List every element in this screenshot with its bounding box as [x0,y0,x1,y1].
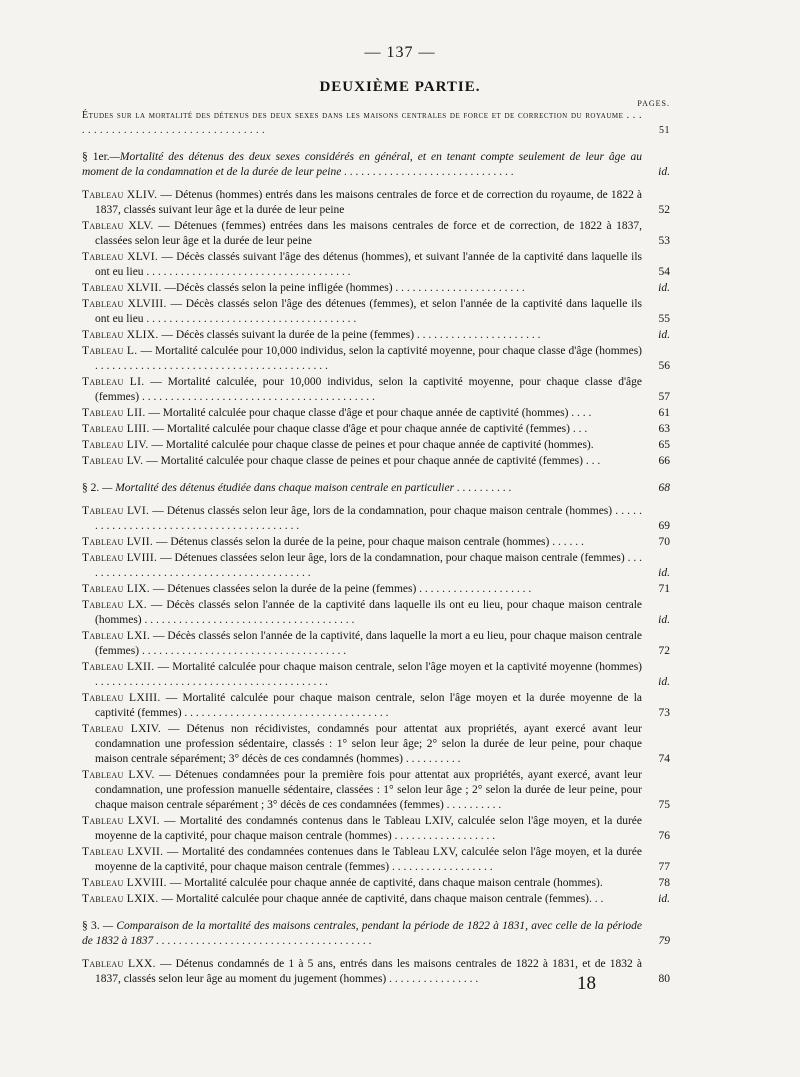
tableau-description: — Détenus (hommes) entrés dans les maisons centrales de force et de correction du royaume, de 1822 à 1837, classés suivant leur âge et la durée de leur peine [95,189,642,216]
toc-entry [82,845,670,875]
section-2-entries [82,504,670,907]
tableau-page: 72 [658,645,670,657]
tableau-page: 57 [658,391,670,403]
tableau-label: Tableau XLIX. [82,329,159,341]
tableau-page: id. [658,329,670,341]
tableau-page: 76 [658,830,670,842]
tableau-description: — Mortalité calculée pour chaque maison centrale, selon l'âge moyen et la captivité moyenne (hommes) . . . . . . . . . . . . . . . . . . . . . . . . . . . . . . . . . . . . . . . . . [95,661,643,688]
part-title: DEUXIÈME PARTIE. [319,79,481,95]
section-2-text: — Mortalité des détenus étudiée dans chaque maison centrale en particulier . . . . . . . . . . [102,482,512,494]
tableau-label: Tableau LIV. [82,439,149,451]
toc-entry [82,219,670,249]
toc-entry [82,406,670,421]
tableau-description: — Mortalité calculée pour chaque classe d'âge et pour chaque année de captivité (hommes) . . . . [148,407,592,419]
toc-entry [82,660,670,690]
toc-entry [82,691,670,721]
tableau-label: Tableau LII. [82,407,146,419]
tableau-label: Tableau LVIII. [82,552,158,564]
tableau-description: — Mortalité des condamnés contenus dans le Tableau LXIV, calculée selon l'âge moyen, et la durée moyenne de la captivité, pour chaque maison centrale (hommes) . . . . . . . . . . . . . . . . . . [95,815,642,842]
toc-entry [82,422,670,437]
tableau-description: — Détenues classées selon leur âge, lors de la condamnation, pour chaque maison centrale (femmes) . . . . . . . . . . . . . . . . . . . . . . . . . . . . . . . . . . . . . . . . . [95,552,642,579]
tableau-description: — Mortalité calculée pour chaque année de captivité, dans chaque maison centrale (hommes). [169,877,603,889]
tableau-page: id. [658,614,670,626]
tableau-page: 77 [658,861,670,873]
tableau-description: — Mortalité calculée pour chaque année de captivité, dans chaque maison centrale (femmes). . . [161,893,604,905]
tableau-description: — Décès classés suivant l'âge des détenus (hommes), et suivant l'année de la captivité dans laquelle ils ont eu lieu . . . . . . . . . . . . . . . . . . . . . . . . . . . . . . . . . . . . [95,251,643,278]
tableau-page: id. [658,567,670,579]
toc-entry [82,535,670,550]
tableau-description: — Détenus classés selon la durée de la peine, pour chaque maison centrale (hommes) . . . . . . [155,536,584,548]
pages-column-label: PAGES. [637,99,670,108]
section-1-page: id. [658,166,670,178]
tableau-description: — Détenues (femmes) entrées dans les maisons centrales de force et de correction, de 1822 à 1837, classées selon leur âge et la durée de leur peine [95,220,642,247]
tableau-page: 56 [658,360,670,372]
tableau-page: 80 [658,973,670,985]
tableau-label: Tableau LIX. [82,583,150,595]
tableau-description: — Mortalité calculée pour chaque maison centrale, selon l'âge moyen et la durée moyenne de la captivité (femmes) . . . . . . . . . . . . . . . . . . . . . . . . . . . . . . . . . . . . [95,692,643,719]
section-3-heading [82,919,670,949]
section-1-heading [82,150,670,180]
tableau-description: — Décès classés selon l'année de la captivité, dans laquelle la mort a eu lieu, pour chaque maison centrale (femmes) . . . . . . . . . . . . . . . . . . . . . . . . . . . . . . . . . . . . [95,630,643,657]
tableau-description: — Décès classés selon l'âge des détenues (femmes), et selon l'année de la captivité dans laquelle ils ont eu lieu . . . . . . . . . . . . . . . . . . . . . . . . . . . . . . . . . . . . . [95,298,643,325]
tableau-description: — Détenus non récidivistes, condamnés pour attentat aux propriétés, ayant exercé avant leur condamnation une profession sédentaire, classés : 1° selon leur âge; 2° selon la durée de leur peine, pour chaque maison centrale séparément; 3° décès de ces condamnés (hommes) . . . . . . . . . . [95,723,643,765]
toc-entry [82,551,670,581]
tableau-label: Tableau LXIV. [82,723,162,735]
toc-entry [82,344,670,374]
toc-entry [82,454,670,469]
tableau-label: Tableau XLVII. [82,282,162,294]
tableau-page: 63 [658,423,670,435]
tableau-page: 54 [658,266,670,278]
tableau-description: — Mortalité des condamnées contenues dans le Tableau LXV, calculée selon l'âge moyen, et la durée moyenne de la captivité, pour chaque maison centrale (femmes) . . . . . . . . . . . . . . . . . . [95,846,642,873]
tableau-label: Tableau LXV. [82,769,155,781]
toc-entry [82,598,670,628]
tableau-label: Tableau XLV. [82,220,154,232]
tableau-page: 53 [658,235,670,247]
tableau-page: 55 [658,313,670,325]
tableau-page: 70 [658,536,670,548]
tableau-label: Tableau XLVIII. [82,298,167,310]
toc-entry [82,250,670,280]
tableau-label: Tableau LXIX. [82,893,159,905]
tableau-page: 73 [658,707,670,719]
page-number: — 137 — [364,44,436,61]
toc-entry [82,814,670,844]
toc-entry [82,722,670,767]
tableau-label: Tableau LX. [82,599,147,611]
tableau-page: 65 [658,439,670,451]
tableau-page: id. [658,893,670,905]
tableau-label: Tableau LVII. [82,536,154,548]
intro-page: 51 [659,125,670,136]
tableau-page: 78 [658,877,670,889]
sheet-number: 18 [577,973,596,994]
intro-text: Études sur la mortalité des détenus des deux sexes dans les maisons centrales de force et de correction du royaume . . . . . . . . . . . . . . . . . . . . . . . . . . . . . . . . . . [82,110,642,136]
tableau-page: 61 [658,407,670,419]
section-1-entries [82,188,670,469]
toc-entry [82,876,670,891]
toc-entry [82,328,670,343]
tableau-label: Tableau XLIV. [82,189,158,201]
tableau-label: Tableau XLVI. [82,251,159,263]
tableau-label: Tableau LXVIII. [82,877,167,889]
tableau-label: Tableau LXI. [82,630,151,642]
tableau-label: Tableau LXVI. [82,815,160,827]
section-3-page: 79 [658,935,670,947]
toc-entry [82,188,670,218]
tableau-description: — Mortalité calculée pour chaque classe de peines et pour chaque année de captivité (hommes). [151,439,594,451]
toc-entry [82,768,670,813]
tableau-description: — Détenus condamnés de 1 à 5 ans, entrés dans les maisons centrales de 1822 à 1831, et de 1832 à 1837, classés selon leur âge au moment du jugement (hommes) . . . . . . . . . . . . . . . . [95,958,643,985]
toc-entry [82,281,670,296]
tableau-label: Tableau LIII. [82,423,150,435]
tableau-label: Tableau LI. [82,376,145,388]
toc-entry [82,892,670,907]
tableau-page: 74 [658,753,670,765]
tableau-description: — Décès classés suivant la durée de la peine (femmes) . . . . . . . . . . . . . . . . . . . . . . [161,329,541,341]
section-3-text: — Comparaison de la mortalité des maisons centrales, pendant la période de 1822 à 1831, avec celle de la période de 1832 à 1837 . . . . . . . . . . . . . . . . . . . . . . . . . . . . . . . . . . . . . . [82,920,643,947]
toc-entry [82,438,670,453]
tableau-description: —Décès classés selon la peine infligée (hommes) . . . . . . . . . . . . . . . . . . . . . . . [164,282,525,294]
tableau-description: — Mortalité calculée pour chaque classe de peines et pour chaque année de captivité (femmes) . . . [146,455,601,467]
section-2-number: § 2. [82,482,100,494]
tableau-description: — Détenues classées selon la durée de la peine (femmes) . . . . . . . . . . . . . . . . . . . . [152,583,532,595]
tableau-description: — Détenues condamnées pour la première fois pour attentat aux propriétés, ayant exercé, avant leur condamnation, une profession manuelle sédentaire, classées : 1° selon leur âge ; 2° selon la durée de leur peine, pour chaque maison centrale séparément ; 3° décès de ces condamnées (femmes) . . . . . . . . . . [95,769,643,811]
tableau-page: id. [658,676,670,688]
section-2-page: 68 [658,482,670,494]
tableau-label: Tableau LVI. [82,505,150,517]
toc-entry [82,297,670,327]
tableau-description: — Mortalité calculée, pour 10,000 individus, selon la captivité moyenne, pour chaque classe d'âge (femmes) . . . . . . . . . . . . . . . . . . . . . . . . . . . . . . . . . . . . . . . . . [95,376,642,403]
tableau-page: id. [658,282,670,294]
tableau-description: — Mortalité calculée pour chaque classe d'âge et pour chaque année de captivité (femmes) . . . [152,423,588,435]
tableau-page: 75 [658,799,670,811]
tableau-page: 52 [658,204,670,216]
tableau-description: — Mortalité calculée pour 10,000 individus, selon la captivité moyenne, pour chaque classe d'âge (hommes) . . . . . . . . . . . . . . . . . . . . . . . . . . . . . . . . . . . . . . . . . [95,345,642,372]
tableau-description: — Décès classés selon l'année de la captivité dans laquelle ils ont eu lieu, pour chaque maison centrale (hommes) . . . . . . . . . . . . . . . . . . . . . . . . . . . . . . . . . . . . . [95,599,643,626]
toc-entry [82,582,670,597]
tableau-description: — Détenus classés selon leur âge, lors de la condamnation, pour chaque maison centrale (hommes) . . . . . . . . . . . . . . . . . . . . . . . . . . . . . . . . . . . . . . . . . [95,505,643,532]
toc-entry [82,504,670,534]
tableau-page: 69 [658,520,670,532]
tableau-page: 66 [658,455,670,467]
toc-entry [82,375,670,405]
section-3-number: § 3. [82,920,100,932]
tableau-label: Tableau LXX. [82,958,156,970]
tableau-label: Tableau LV. [82,455,144,467]
table-of-contents [82,108,670,988]
intro-entry [82,108,670,138]
tableau-label: Tableau LXVII. [82,846,164,858]
section-2-heading [82,481,670,496]
tableau-page: 71 [658,583,670,595]
section-1-text: —Mortalité des détenus des deux sexes considérés en général, et en tenant compte seulement de leur âge au moment de la condamnation et de la durée de leur peine . . . . . . . . . . . . . . . . . . . . . . . . . . . . . . [82,151,642,178]
toc-entry [82,629,670,659]
tableau-label: Tableau LXIII. [82,692,161,704]
tableau-label: Tableau L. [82,345,138,357]
section-1-number: § 1er. [82,151,110,163]
tableau-label: Tableau LXII. [82,661,155,673]
